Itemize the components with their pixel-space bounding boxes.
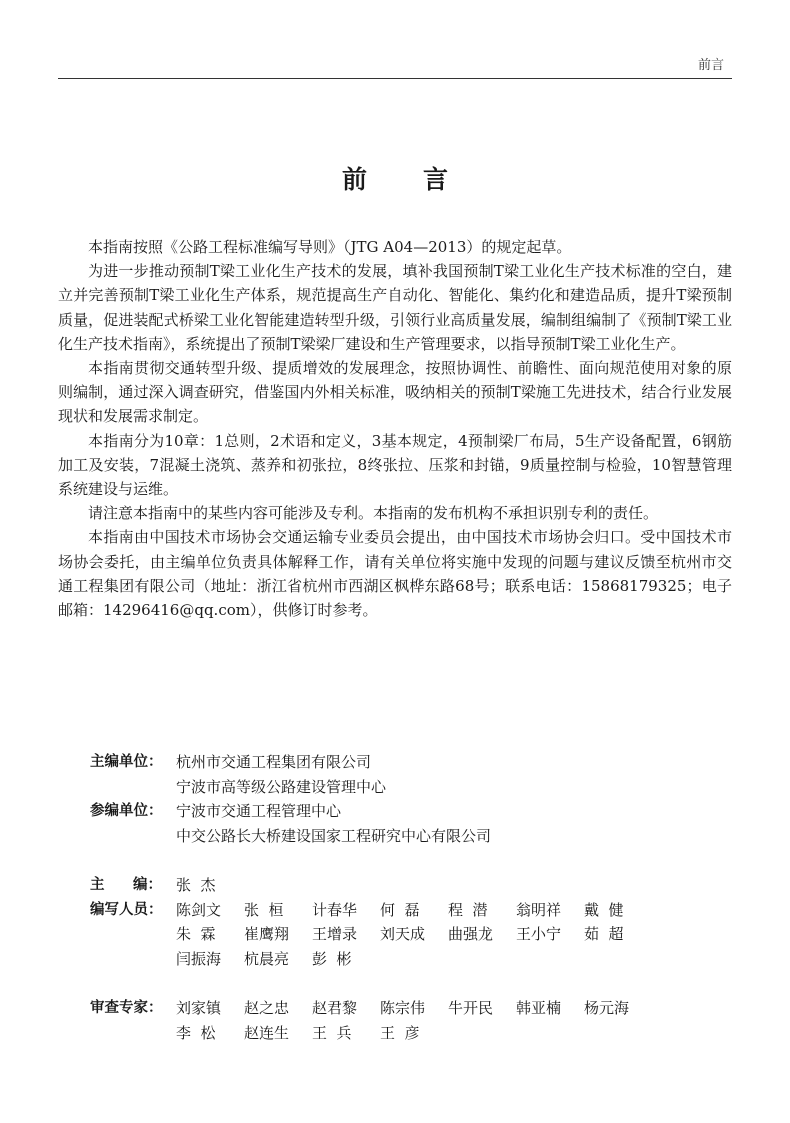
preface-body <box>58 235 732 622</box>
reviewer-name: 杨元海 <box>584 999 630 1017</box>
reviewer-name: 赵君黎 <box>312 999 358 1017</box>
chief-editor-label <box>90 873 176 898</box>
reviewer-name: 牛开民 <box>448 999 494 1017</box>
author-name: 彭 彬 <box>312 949 352 968</box>
author-name: 陈剑文 <box>176 900 222 919</box>
chief-units-label: 主编单位： <box>90 754 163 770</box>
participating-unit: 中交公路长大桥建设国家工程研究中心有限公司 <box>176 826 492 845</box>
participating-units-row <box>90 799 710 848</box>
reviewer-name: 李 松 <box>176 1023 216 1042</box>
author-name: 崔鹰翔 <box>244 925 290 943</box>
paragraph: 本指南按照《公路工程标准编写导则》（JTG A04—2013）的规定起草。 <box>88 238 572 256</box>
author-name: 曲强龙 <box>448 925 494 943</box>
chief-editor-label-part: 主 <box>90 877 105 893</box>
reviewer-name: 陈宗伟 <box>380 999 426 1017</box>
chief-unit: 杭州市交通工程集团有限公司 <box>176 753 372 771</box>
chief-editor-label-part: 编： <box>133 877 162 893</box>
paragraph: 请注意本指南中的某些内容可能涉及专利。本指南的发布机构不承担识别专利的责任。 <box>88 504 659 523</box>
page-title: 前言 <box>341 165 504 194</box>
author-name: 茹 超 <box>584 925 624 943</box>
chief-editor-row <box>90 873 710 898</box>
reviewer-name: 王 彦 <box>380 1023 420 1042</box>
paragraph: 本指南由中国技术市场协会交通运输专业委员会提出，由中国技术市场协会归口。受中国技术市场协会委托，由主编单位负责具体解释工作，请有关单位将实施中发现的问题与建议反馈至杭州市交通工程集团有限公司（地址：浙江省杭州市西湖区枫桦东路68号；联系电话：15868179325；电子邮箱：14296416@qq.com），供修订时参考。 <box>58 528 732 620</box>
author-name: 朱 霖 <box>176 925 216 943</box>
reviewer-name: 赵之忠 <box>244 999 290 1017</box>
chief-unit: 宁波市高等级公路建设管理中心 <box>176 777 387 796</box>
author-name: 王增录 <box>312 925 358 943</box>
chief-editor-name: 张 杰 <box>176 876 216 894</box>
authors-list <box>176 898 710 972</box>
author-name: 戴 健 <box>584 900 624 919</box>
running-header-title: 前言 <box>697 58 724 73</box>
reviewers-list <box>176 996 710 1045</box>
running-header <box>58 52 732 79</box>
reviewer-name: 韩亚楠 <box>516 999 562 1017</box>
paragraph: 本指南贯彻交通转型升级、提质增效的发展理念，按照协调性、前瞻性、面向规范使用对象的原则编制，通过深入调查研究，借鉴国内外相关标准，吸纳相关的预制T梁施工先进技术，结合行业发展现状和发展需求制定。 <box>58 359 732 426</box>
paragraph: 为进一步推动预制T梁工业化生产技术的发展，填补我国预制T梁工业化生产技术标准的空白，建立并完善预制T梁工业化生产体系，规范提高生产自动化、智能化、集约化和建造品质，提升T梁预制质量，促进装配式桥梁工业化智能建造转型升级，引领行业高质量发展，编制组编制了《预制T梁工业化生产技术指南》，系统提出了预制T梁梁厂建设和生产管理要求，以指导预制T梁工业化生产。 <box>58 262 732 353</box>
authors-label: 编写人员： <box>90 901 163 918</box>
reviewer-name: 刘家镇 <box>176 999 222 1017</box>
participating-unit: 宁波市交通工程管理中心 <box>176 802 342 820</box>
author-name: 闫振海 <box>176 949 222 968</box>
author-name: 刘天成 <box>380 925 426 943</box>
author-name: 计春华 <box>312 900 358 919</box>
reviewers-row <box>90 996 710 1045</box>
credits-block <box>90 750 710 1045</box>
authors-row <box>90 898 710 972</box>
author-name: 杭晨亮 <box>244 949 290 968</box>
reviewer-name: 赵连生 <box>244 1023 290 1042</box>
author-name: 何 磊 <box>380 900 420 919</box>
author-name: 张 桓 <box>244 900 284 919</box>
participating-units-label: 参编单位： <box>90 803 163 819</box>
reviewers-label: 审查专家： <box>90 1000 163 1016</box>
chief-units-row <box>90 750 710 799</box>
paragraph: 本指南分为10章：1总则，2术语和定义，3基本规定，4预制梁厂布局，5生产设备配置，6钢筋加工及安装，7混凝土浇筑、蒸养和初张拉，8终张拉、压浆和封锚，9质量控制与检验，10智慧管理系统建设与运维。 <box>58 431 732 499</box>
author-name: 王小宁 <box>516 925 562 943</box>
author-name: 程 潜 <box>448 900 488 919</box>
reviewer-name: 王 兵 <box>312 1023 352 1042</box>
author-name: 翁明祥 <box>516 900 562 919</box>
